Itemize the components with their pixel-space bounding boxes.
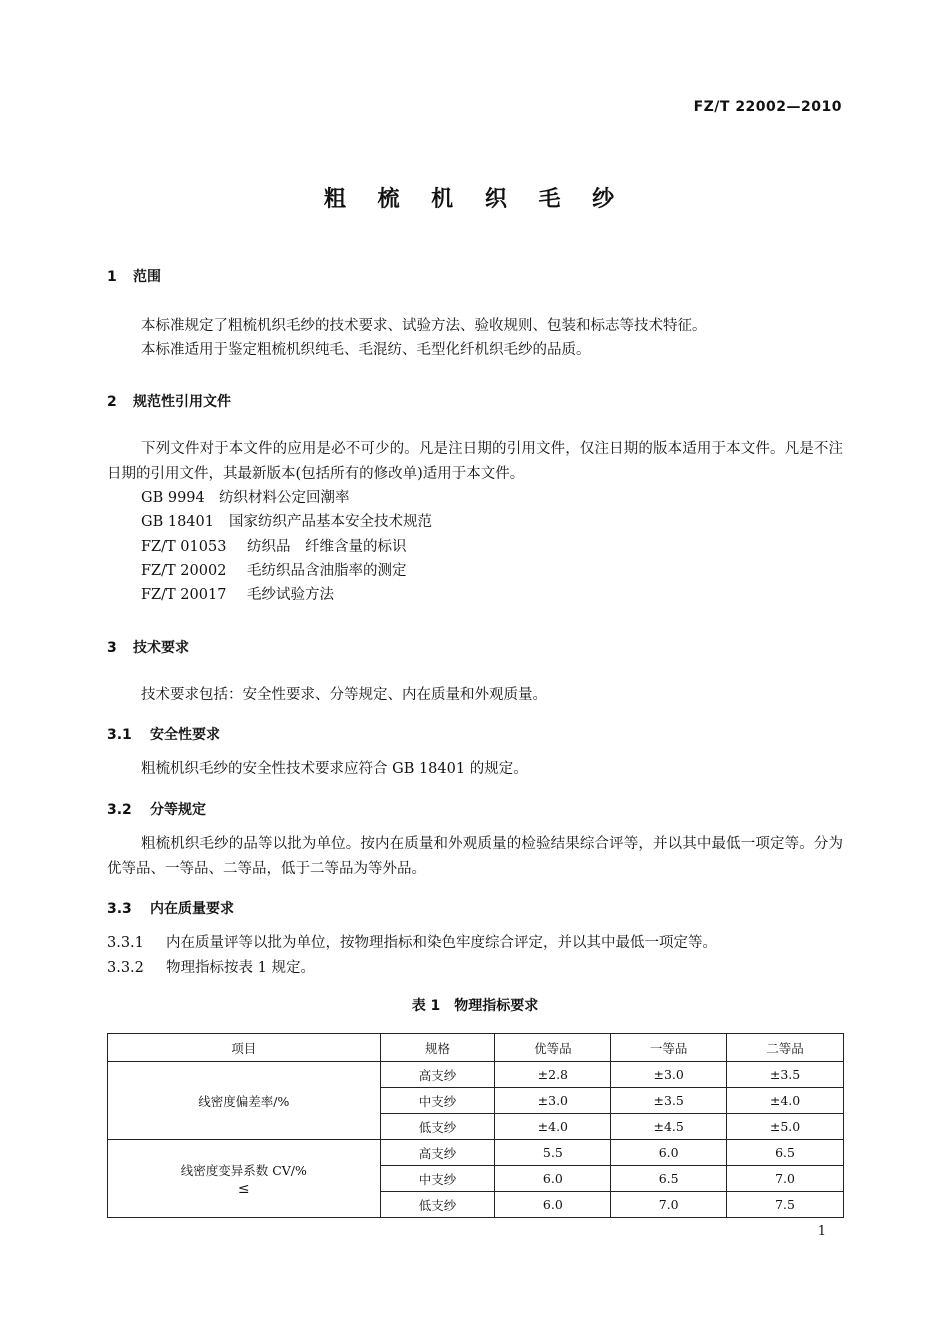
value-cell: 6.5 (727, 1140, 844, 1166)
clause-3-3-1 (107, 931, 717, 952)
reference-title: 毛纱试验方法 (247, 587, 334, 603)
reference-item (141, 583, 334, 608)
less-equal-symbol: ≤ (237, 1180, 250, 1197)
table-1-caption: 表 1 物理指标要求 (411, 998, 539, 1014)
section-title: 规范性引用文件 (133, 394, 231, 410)
value-cell: ±3.0 (611, 1062, 727, 1088)
section-number: 2 (107, 394, 117, 410)
clause-3-3-2 (107, 956, 315, 977)
clause-number: 3.3.1 (107, 935, 144, 951)
reference-code: FZ/T 20002 (141, 563, 227, 579)
section-title: 安全性要求 (150, 727, 220, 743)
value-cell: ±3.5 (727, 1062, 844, 1088)
section-title: 分等规定 (150, 802, 206, 818)
reference-item (141, 510, 432, 535)
section-3-1-paragraph: 粗梳机织毛纱的安全性技术要求应符合 GB 18401 的规定。 (141, 761, 528, 777)
section-number: 3.1 (107, 727, 132, 743)
value-cell: ±4.5 (611, 1114, 727, 1140)
table-header-row (108, 1034, 844, 1062)
page-number: 1 (817, 1224, 826, 1239)
section-title: 范围 (133, 269, 161, 285)
value-cell: ±4.0 (727, 1088, 844, 1114)
value-cell: 6.5 (611, 1166, 727, 1192)
reference-code: GB 18401 (141, 514, 214, 530)
clause-number: 3.3.2 (107, 960, 144, 976)
clause-text: 内在质量评等以批为单位，按物理指标和染色牢度综合评定，并以其中最低一项定等。 (166, 935, 717, 951)
standard-code: FZ/T 22002—2010 (693, 99, 842, 115)
document-title: 粗 梳 机 织 毛 纱 (323, 187, 627, 212)
value-cell: ±3.5 (611, 1088, 727, 1114)
section-3-2-heading (107, 799, 206, 819)
value-cell: 6.0 (495, 1192, 611, 1218)
value-cell: 6.0 (611, 1140, 727, 1166)
section-1-paragraph-1: 本标准规定了粗梳机织毛纱的技术要求、试验方法、验收规则、包装和标志等技术特征。 (141, 318, 707, 334)
spec-cell: 中支纱 (380, 1166, 495, 1192)
value-cell: ±5.0 (727, 1114, 844, 1140)
item-linear-density-cv (108, 1140, 381, 1218)
reference-code: GB 9994 (141, 490, 205, 506)
reference-title: 毛纺织品含油脂率的测定 (247, 563, 407, 579)
value-cell: ±2.8 (495, 1062, 611, 1088)
section-title: 技术要求 (133, 640, 189, 656)
physical-index-table (107, 1033, 844, 1218)
item-label: 线密度变异系数 CV/% (180, 1162, 307, 1178)
reference-code: FZ/T 20017 (141, 587, 227, 603)
spec-cell: 中支纱 (380, 1088, 495, 1114)
header-spec: 规格 (380, 1034, 495, 1062)
section-2-heading (107, 391, 231, 411)
header-second-grade: 二等品 (727, 1034, 844, 1062)
spec-cell: 低支纱 (380, 1192, 495, 1218)
spec-cell: 高支纱 (380, 1062, 495, 1088)
item-linear-density-deviation: 线密度偏差率/% (108, 1062, 381, 1140)
value-cell: ±4.0 (495, 1114, 611, 1140)
section-1-heading (107, 266, 161, 286)
reference-item (141, 486, 350, 511)
section-title: 内在质量要求 (150, 901, 234, 917)
section-2-paragraph-1: 下列文件对于本文件的应用是必不可少的。凡是注日期的引用文件，仅注日期的版本适用于本文件。凡是不注日期的引用文件，其最新版本(包括所有的修改单)适用于本文件。 (107, 441, 843, 482)
reference-code: FZ/T 01053 (141, 539, 227, 555)
reference-title: 纺织品 纤维含量的标识 (247, 539, 407, 555)
section-number: 3 (107, 640, 117, 656)
clause-text: 物理指标按表 1 规定。 (166, 960, 315, 976)
value-cell: 5.5 (495, 1140, 611, 1166)
value-cell: 6.0 (495, 1166, 611, 1192)
section-1-paragraph-2: 本标准适用于鉴定粗梳机织纯毛、毛混纺、毛型化纤机织毛纱的品质。 (141, 342, 591, 358)
table-row (108, 1062, 844, 1088)
header-superior-grade: 优等品 (495, 1034, 611, 1062)
spec-cell: 低支纱 (380, 1114, 495, 1140)
section-3-1-heading (107, 724, 220, 744)
value-cell: 7.0 (727, 1166, 844, 1192)
reference-item (141, 559, 407, 584)
section-3-heading (107, 637, 189, 657)
table-row (108, 1140, 844, 1166)
section-number: 1 (107, 269, 117, 285)
header-item: 项目 (108, 1034, 381, 1062)
section-number: 3.2 (107, 802, 132, 818)
section-3-3-heading (107, 898, 234, 918)
section-3-2-paragraph: 粗梳机织毛纱的品等以批为单位。按内在质量和外观质量的检验结果综合评等，并以其中最低一项定等。分为优等品、一等品、二等品，低于二等品为等外品。 (107, 836, 843, 877)
section-3-paragraph-1: 技术要求包括：安全性要求、分等规定、内在质量和外观质量。 (141, 687, 547, 703)
value-cell: 7.5 (727, 1192, 844, 1218)
section-number: 3.3 (107, 901, 132, 917)
spec-cell: 高支纱 (380, 1140, 495, 1166)
header-first-grade: 一等品 (611, 1034, 727, 1062)
value-cell: 7.0 (611, 1192, 727, 1218)
reference-title: 纺织材料公定回潮率 (219, 490, 350, 506)
value-cell: ±3.0 (495, 1088, 611, 1114)
reference-item (141, 535, 407, 560)
reference-title: 国家纺织产品基本安全技术规范 (229, 514, 432, 530)
